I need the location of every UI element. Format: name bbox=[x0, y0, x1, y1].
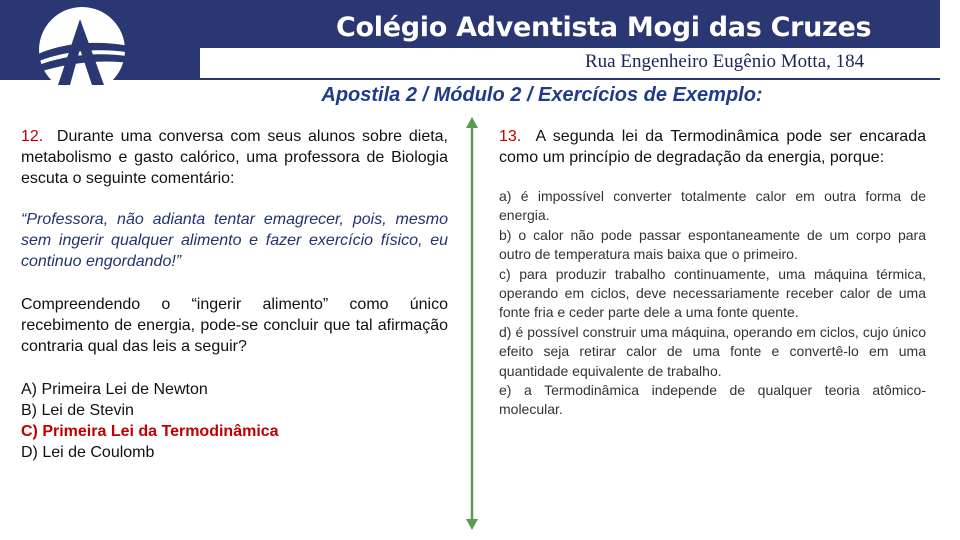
question-13-text bbox=[499, 126, 926, 168]
option-d: d) é possível construir uma máquina, operando em ciclos, cujo único efeito seja retirar calor de uma fonte e convertê-lo em uma quantidade equivalente de trabalho. bbox=[499, 323, 926, 379]
student-quote: “Professora, não adianta tentar emagrecer, pois, mesmo sem ingerir qualquer alimento e fazer exercício físico, eu continuo engordando!” bbox=[21, 211, 448, 270]
question-12-prompt: Compreendendo o “ingerir alimento” como único recebimento de energia, pode-se concluir que tal afirmação contraria qual das leis a seguir? bbox=[21, 296, 448, 355]
option-d: D) Lei de Coulomb bbox=[21, 444, 155, 461]
question-13-number: 13. bbox=[499, 128, 522, 145]
option-c: c) para produzir trabalho continuamente, uma máquina térmica, operando em ciclos, deve necessariamente receber calor de uma fonte fria e ceder parte dele a uma fonte quente. bbox=[499, 265, 926, 321]
question-12-text bbox=[21, 126, 448, 189]
question-12-options bbox=[21, 379, 448, 463]
school-name: Colégio Adventista Mogi das Cruzes bbox=[336, 12, 872, 43]
option-b: B) Lei de Stevin bbox=[21, 402, 134, 419]
page-subtitle: Apostila 2 / Módulo 2 / Exercícios de Exemplo: bbox=[321, 84, 763, 106]
school-address: Rua Engenheiro Eugênio Motta, 184 bbox=[585, 51, 865, 72]
question-13-statement: A segunda lei da Termodinâmica pode ser encarada como um princípio de degradação da energia, porque: bbox=[499, 128, 926, 166]
header-margin bbox=[940, 0, 960, 80]
option-a: A) Primeira Lei de Newton bbox=[21, 381, 208, 398]
question-13 bbox=[499, 126, 926, 420]
option-a: a) é impossível converter totalmente calor em outra forma de energia. bbox=[499, 188, 926, 224]
question-12-statement: Durante uma conversa com seus alunos sobre dieta, metabolismo e gasto calórico, uma professora de Biologia escuta o seguinte comentário: bbox=[21, 128, 449, 187]
option-c-correct: C) Primeira Lei da Termodinâmica bbox=[21, 423, 279, 440]
question-13-options bbox=[499, 187, 926, 420]
option-e: e) a Termodinâmica independe de qualquer teoria atômico-molecular. bbox=[499, 382, 926, 418]
header bbox=[0, 0, 960, 96]
double-arrow-vertical-icon bbox=[462, 117, 482, 530]
question-12 bbox=[21, 126, 448, 463]
adventist-school-logo bbox=[18, 5, 146, 95]
option-b: b) o calor não pode passar espontaneamente de um corpo para outro de temperatura mais baixa que o primeiro. bbox=[499, 226, 926, 263]
question-12-number: 12. bbox=[21, 128, 44, 145]
